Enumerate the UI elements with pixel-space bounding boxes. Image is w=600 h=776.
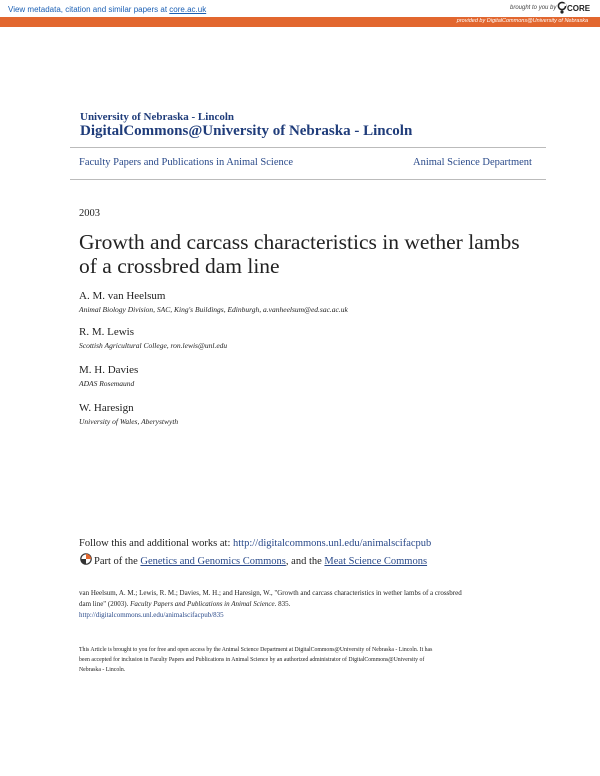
part-of-text: Part of the xyxy=(94,556,141,567)
author-affiliation: Scottish Agricultural College, ron.lewis@unl.edu xyxy=(79,341,228,350)
notice-line-1: This Article is brought to you for free and open access by the Animal Science Department at DigitalCommons@University of Nebraska - Lincoln. It has xyxy=(79,647,433,653)
author-name: M. H. Davies xyxy=(79,364,139,376)
metadata-text: View metadata, citation and similar papers at xyxy=(8,5,170,14)
and-text: , and the xyxy=(285,556,325,567)
core-label[interactable]: CORE xyxy=(567,4,591,13)
divider-top xyxy=(70,147,546,148)
brought-by-text: brought to you by xyxy=(510,5,557,11)
commons-network-icon xyxy=(80,553,92,565)
access-notice xyxy=(79,645,529,675)
collection-link[interactable]: Faculty Papers and Publications in Animal Science xyxy=(79,157,294,168)
core-link[interactable]: core.ac.uk xyxy=(169,5,207,14)
publication-year: 2003 xyxy=(79,208,100,219)
core-logo-icon xyxy=(557,1,567,15)
author-affiliation: Animal Biology Division, SAC, King's Buildings, Edinburgh, a.vanheelsum@ed.sac.ac.uk xyxy=(79,305,348,314)
meat-science-commons-link[interactable]: Meat Science Commons xyxy=(324,556,428,567)
article-title xyxy=(79,230,549,278)
author-affiliation: University of Wales, Aberystwyth xyxy=(79,417,179,426)
divider-bottom xyxy=(70,179,546,180)
author-name: R. M. Lewis xyxy=(79,326,134,338)
department-link[interactable]: Animal Science Department xyxy=(413,157,532,168)
author-name: W. Haresign xyxy=(79,402,134,414)
title-line-2: of a crossbred dam line xyxy=(79,254,280,278)
follow-url-link[interactable]: http://digitalcommons.unl.edu/animalscifacpub xyxy=(233,538,432,549)
genetics-commons-link[interactable]: Genetics and Genomics Commons xyxy=(140,556,286,567)
citation-text-b: . 835. xyxy=(274,600,291,608)
university-name[interactable]: University of Nebraska - Lincoln xyxy=(80,111,234,123)
provided-by-text: provided by DigitalCommons@University of Nebraska xyxy=(456,18,588,24)
author-affiliation: ADAS Rosemaund xyxy=(79,379,135,388)
notice-line-2: been accepted for inclusion in Faculty Papers and Publications in Animal Science by an authorized administrator of DigitalCommons@University of xyxy=(79,657,425,663)
citation-line-2 xyxy=(79,599,529,610)
citation-journal: Faculty Papers and Publications in Animal Science xyxy=(130,600,275,608)
citation-text-a: dam line" (2003). xyxy=(79,600,131,608)
repository-name[interactable]: DigitalCommons@University of Nebraska - Lincoln xyxy=(80,123,413,139)
author-name: A. M. van Heelsum xyxy=(79,290,166,302)
citation-url-link[interactable]: http://digitalcommons.unl.edu/animalscifacpub/835 xyxy=(79,611,224,619)
notice-line-3: Nebraska - Lincoln. xyxy=(79,667,126,673)
part-of-line xyxy=(94,556,427,567)
citation-block xyxy=(79,588,529,610)
follow-text: Follow this and additional works at: xyxy=(79,538,233,549)
citation-line-1: van Heelsum, A. M.; Lewis, R. M.; Davies, M. H.; and Haresign, W., "Growth and carcass characteristics in wether lambs of a crossbred xyxy=(79,589,462,597)
follow-line xyxy=(79,538,431,549)
metadata-link[interactable] xyxy=(8,5,206,14)
title-line-1: Growth and carcass characteristics in wether lambs xyxy=(79,230,520,254)
